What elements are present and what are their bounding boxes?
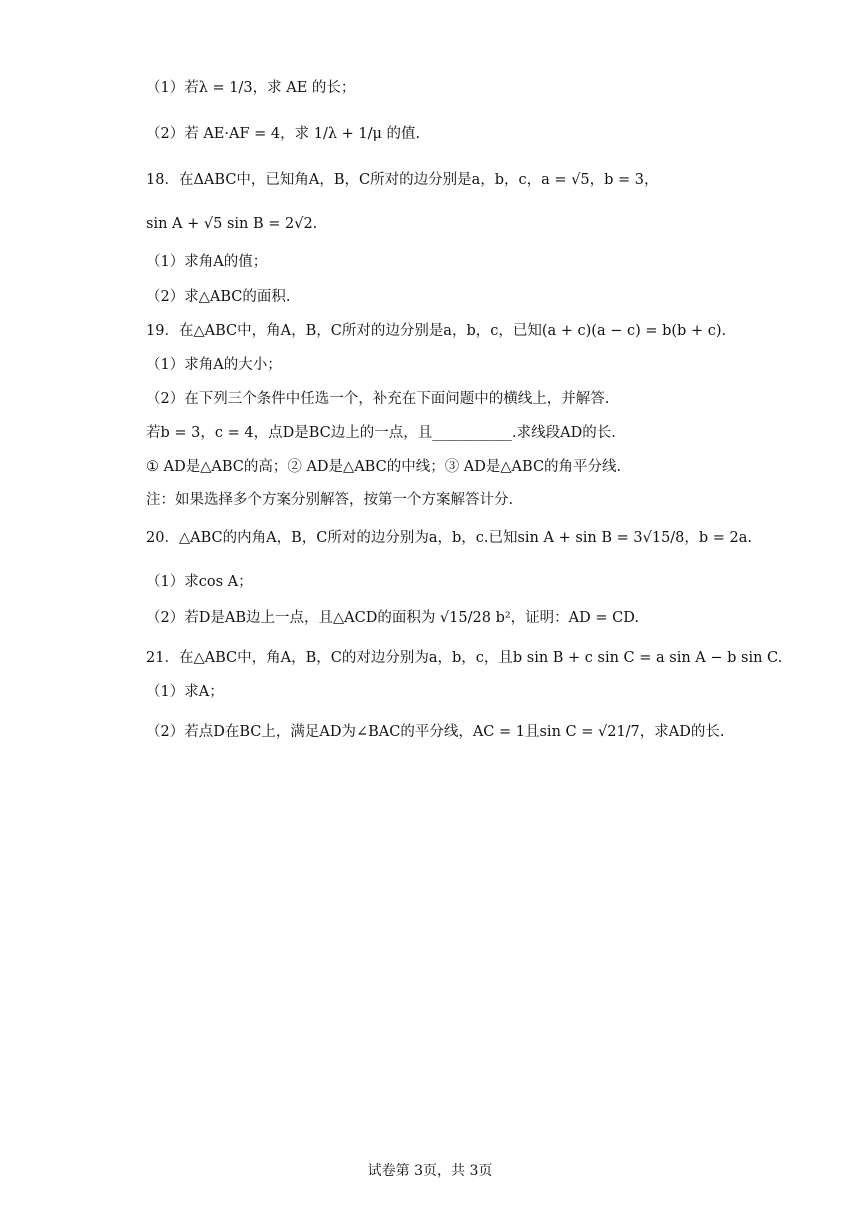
q19-problem: 若b = 3，c = 4，点D是BC边上的一点，且___________.求线段AD的长. [146, 425, 616, 441]
q18-condition: sin A + √5 sin B = 2√2. [146, 216, 318, 232]
q17-part1: （1）若λ = 1/3，求 AE 的长； [146, 80, 356, 96]
q18-part2: （2）求△ABC的面积. [146, 289, 291, 305]
q19-part1: （1）求角A的大小； [146, 357, 282, 373]
q17-part2: （2）若 AE·AF = 4，求 1/λ + 1/μ 的值. [146, 126, 421, 142]
q18-stem: 18．在ΔABC中，已知角A，B，C所对的边分别是a，b，c，a = √5，b = 3， [146, 172, 659, 188]
q21-stem: 21．在△ABC中，角A，B，C的对边分别为a，b，c，且b sin B + c sin C = a sin A − b sin C. [146, 650, 783, 666]
q21-part2: （2）若点D在BC上，满足AD为∠BAC的平分线，AC = 1且sin C = √21/7，求AD的长. [146, 724, 725, 740]
q19-stem: 19．在△ABC中，角A，B，C所对的边分别是a，b，c，已知(a + c)(a − c) = b(b + c). [146, 323, 727, 339]
q20-part1: （1）求cos A； [146, 574, 253, 590]
q19-options: ① AD是△ABC的高；② AD是△ABC的中线；③ AD是△ABC的角平分线. [146, 459, 622, 475]
q20-stem: 20．△ABC的内角A，B，C所对的边分别为a，b，c.已知sin A + sin B = 3√15/8，b = 2a. [146, 530, 753, 546]
q19-part2: （2）在下列三个条件中任选一个，补充在下面问题中的横线上，并解答. [146, 391, 610, 407]
q19-note: 注：如果选择多个方案分别解答，按第一个方案解答计分. [146, 492, 514, 508]
q18-part1: （1）求角A的值； [146, 254, 268, 270]
page-footer: 试卷第 3页，共 3页 [367, 1163, 493, 1179]
q20-part2: （2）若D是AB边上一点，且△ACD的面积为 √15/28 b²，证明：AD = CD. [146, 610, 639, 626]
q21-part1: （1）求A； [146, 684, 224, 700]
